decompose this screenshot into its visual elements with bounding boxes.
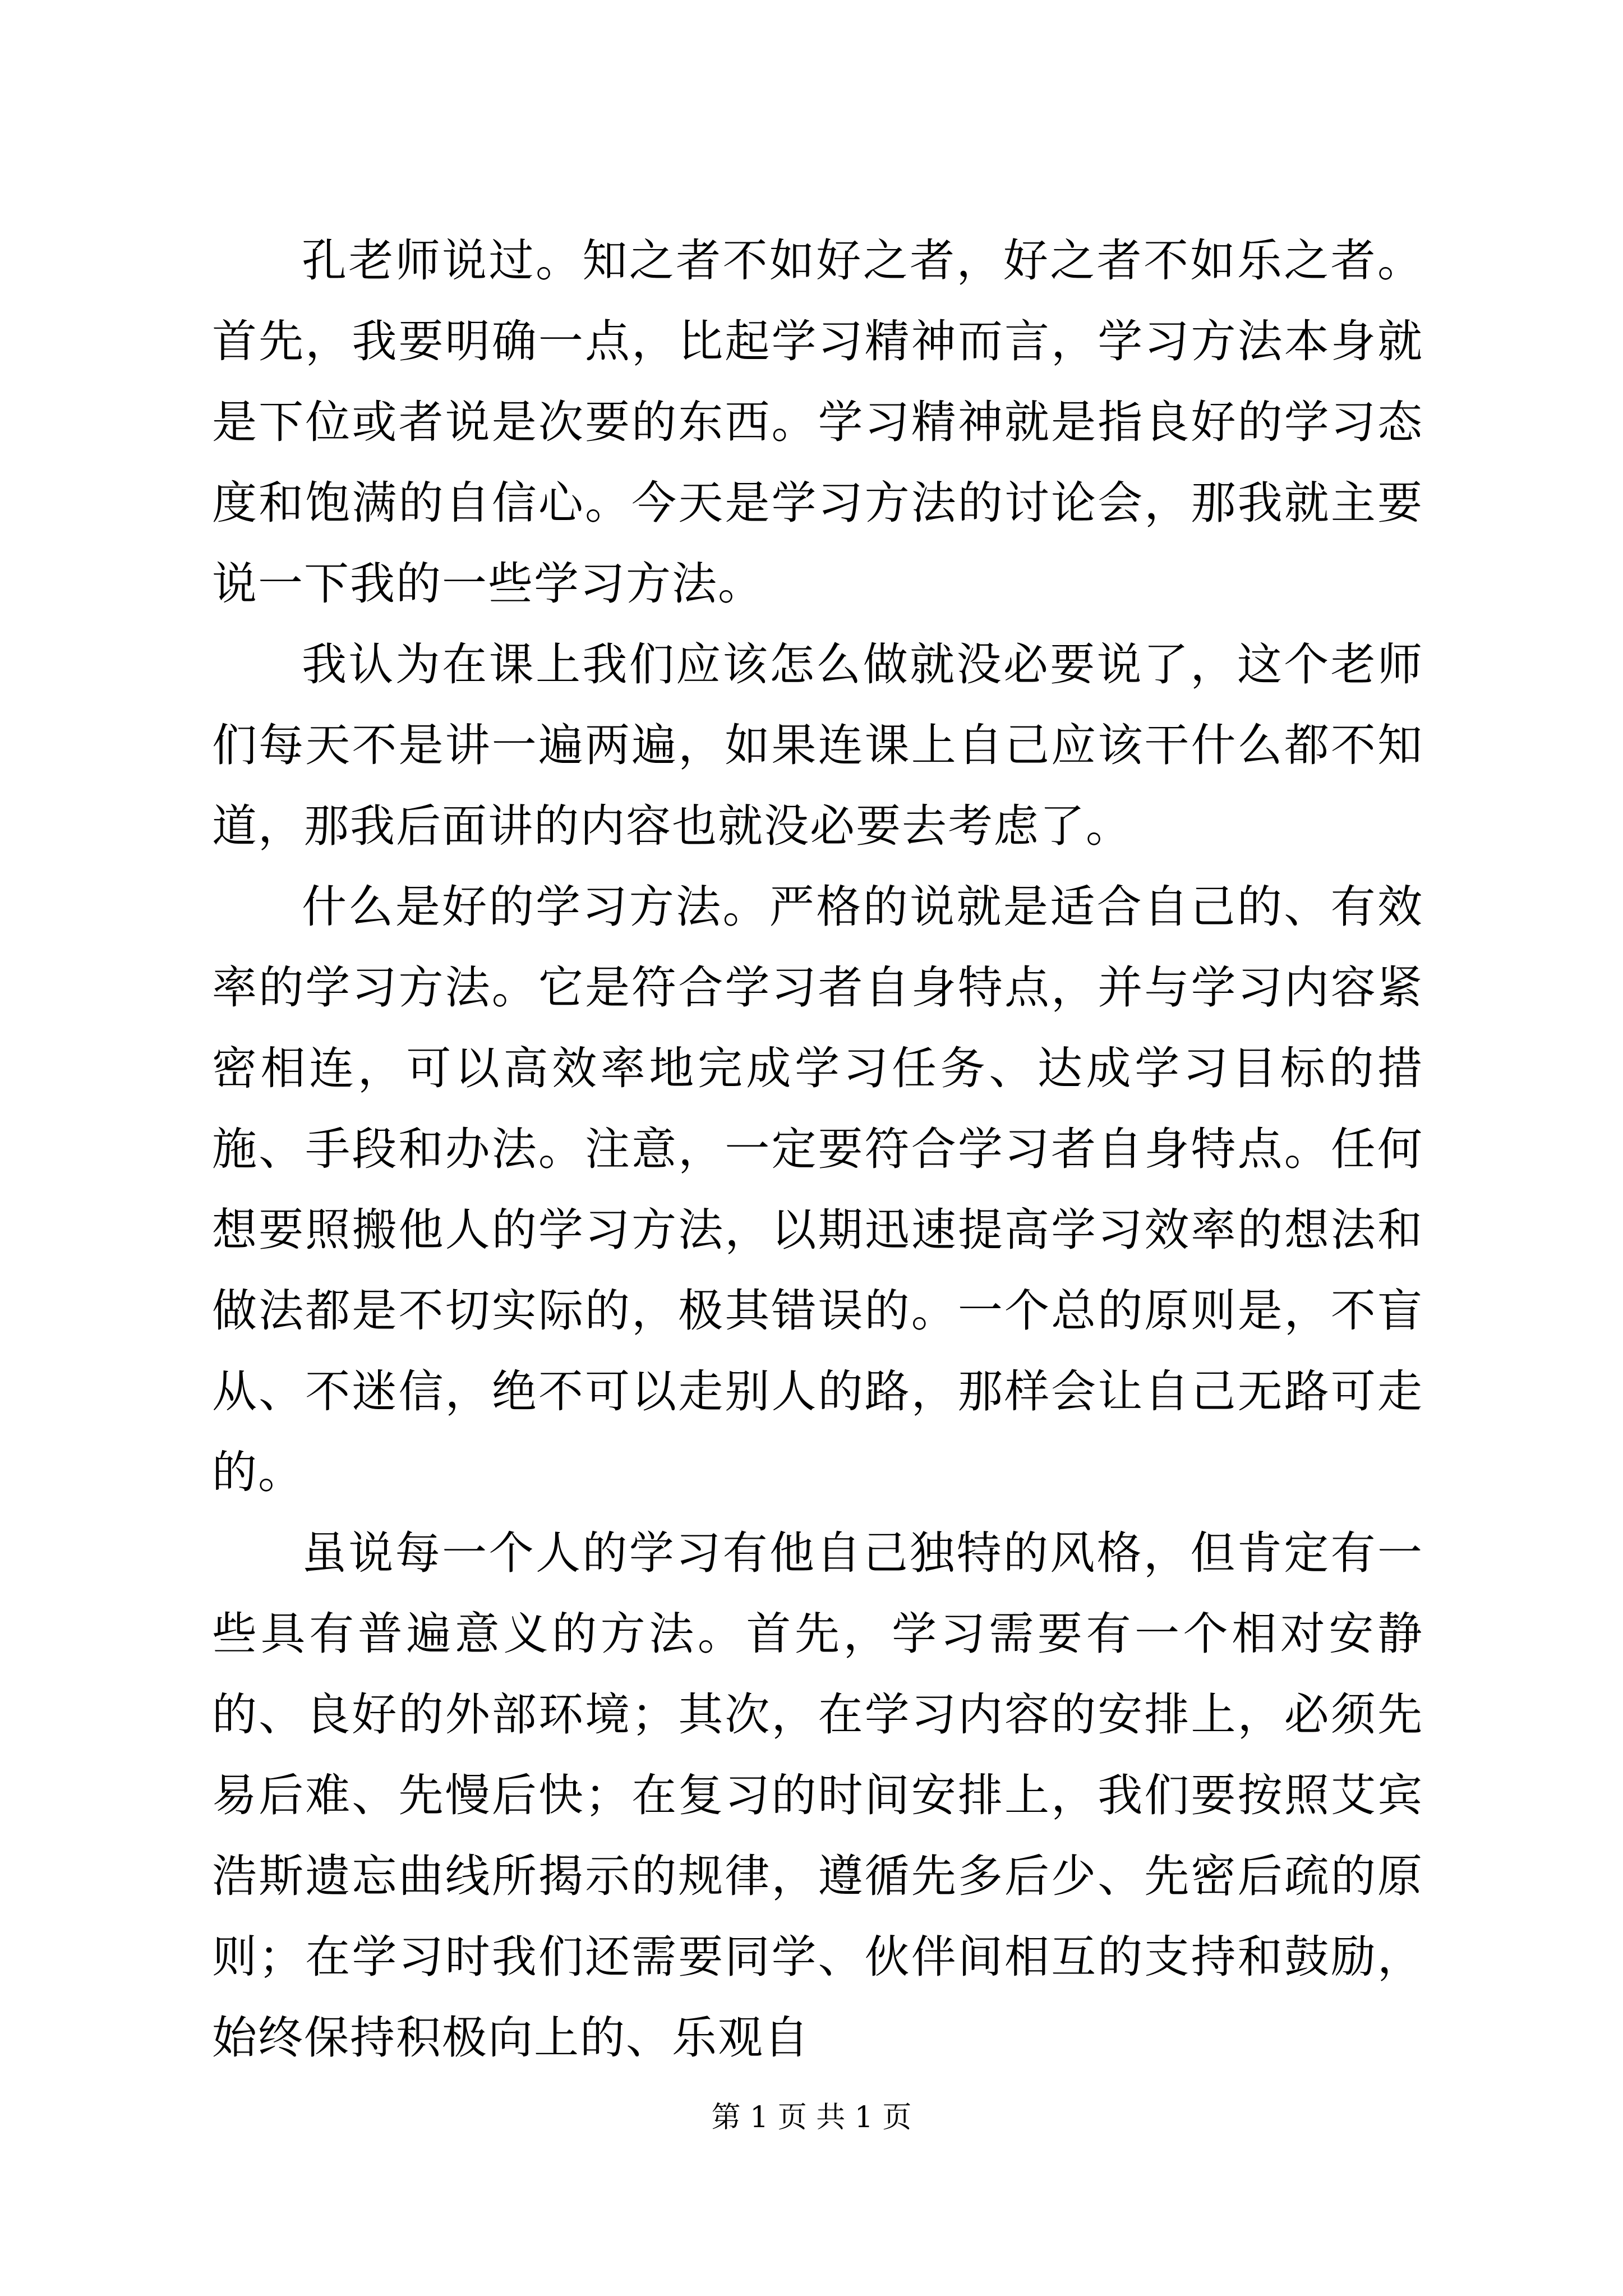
page-footer xyxy=(0,2098,1623,2137)
paragraph-3: 什么是好的学习方法。严格的说就是适合自己的、有效率的学习方法。它是符合学习者自身特点，并与学习内容紧密相连，可以高效率地完成学习任务、达成学习目标的措施、手段和办法。注意，一定要符合学习者自身特点。任何想要照搬他人的学习方法，以期迅速提高学习效率的想法和做法都是不切实际的，极其错误的。一个总的原则是，不盲从、不迷信，绝不可以走别人的路，那样会让自己无路可走的。 xyxy=(212,881,1423,1498)
paragraph-1: 孔老师说过。知之者不如好之者，好之者不如乐之者。首先，我要明确一点，比起学习精神而言，学习方法本身就是下位或者说是次要的东西。学习精神就是指良好的学习态度和饱满的自信心。今天是学习方法的讨论会，那我就主要说一下我的一些学习方法。 xyxy=(212,234,1423,610)
document-body xyxy=(212,220,1423,2078)
paragraph-4: 虽说每一个人的学习有他自己独特的风格，但肯定有一些具有普遍意义的方法。首先，学习需要有一个相对安静的、良好的外部环境；其次，在学习内容的安排上，必须先易后难、先慢后快；在复习的时间安排上，我们要按照艾宾浩斯遗忘曲线所揭示的规律，遵循先多后少、先密后疏的原则；在学习时我们还需要同学、伙伴间相互的支持和鼓励，始终保持积极向上的、乐观自 xyxy=(212,1527,1423,2064)
page-number-label: 第 1 页 共 1 页 xyxy=(711,2101,912,2134)
paragraph-2: 我认为在课上我们应该怎么做就没必要说了，这个老师们每天不是讲一遍两遍，如果连课上自己应该干什么都不知道，那我后面讲的内容也就没必要去考虑了。 xyxy=(212,638,1423,852)
